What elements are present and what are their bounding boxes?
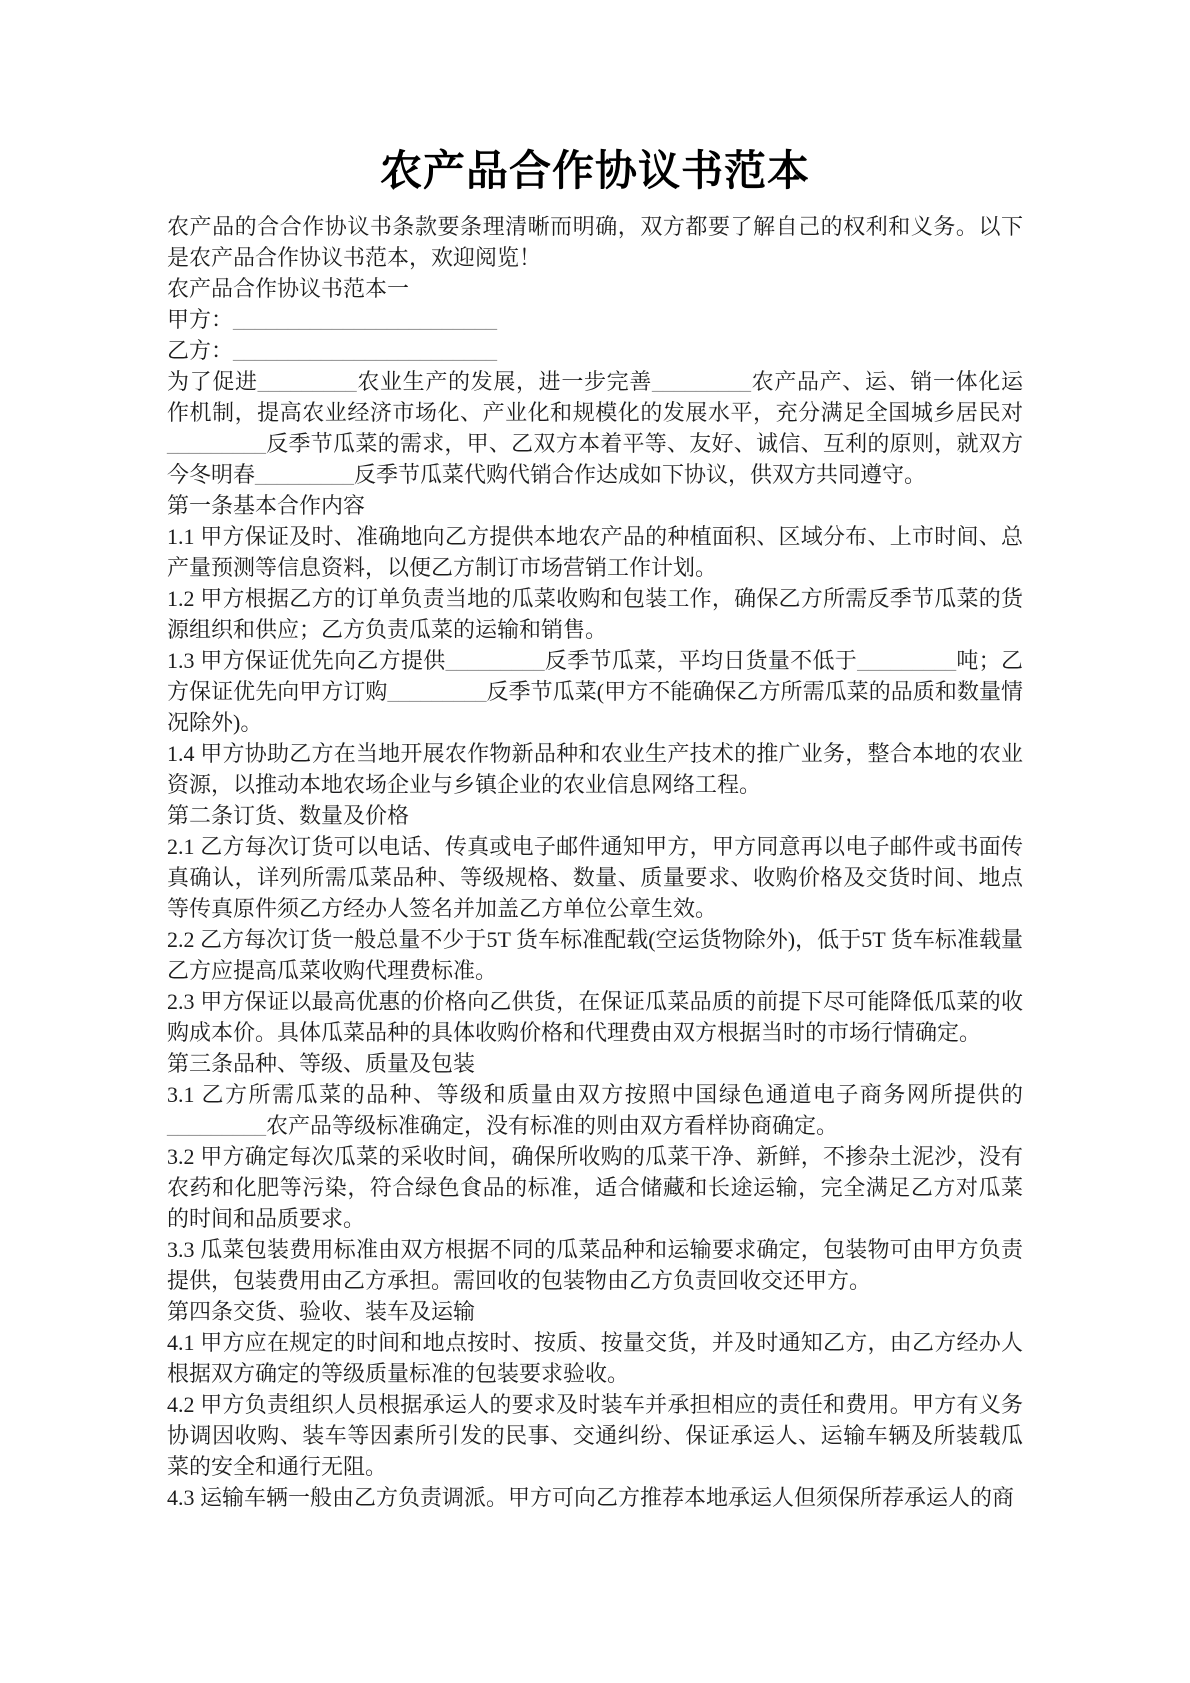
blank-underline: _________ <box>445 648 545 673</box>
party-field-line: 乙方：________________________ <box>167 338 498 363</box>
paragraph: 1.2 甲方根据乙方的订单负责当地的瓜菜收购和包装工作，确保乙方所需反季节瓜菜的货源组织和供应；乙方负责瓜菜的运输和销售。 <box>167 586 1023 642</box>
paragraph: 农产品的合合作协议书条款要条理清晰而明确，双方都要了解自己的权利和义务。以下是农产品合作协议书范本，欢迎阅览！ <box>167 214 1023 270</box>
blank-underline: _________ <box>255 462 355 487</box>
blank-underline: _________ <box>257 369 357 394</box>
paragraph: 4.1 甲方应在规定的时间和地点按时、按质、按量交货，并及时通知乙方，由乙方经办人根据双方确定的等级质量标准的包装要求验收。 <box>167 1330 1023 1386</box>
paragraph: 2.3 甲方保证以最高优惠的价格向乙供货，在保证瓜菜品质的前提下尽可能降低瓜菜的收购成本价。具体瓜菜品种的具体收购价格和代理费由双方根据当时的市场行情确定。 <box>167 989 1023 1045</box>
party-blank-underline: ________________________ <box>233 338 498 363</box>
paragraph: 3.1 乙方所需瓜菜的品种、等级和质量由双方按照中国绿色通道电子商务网所提供的_________农产品等级标准确定，没有标准的则由双方看样协商确定。 <box>167 1082 1023 1138</box>
blank-underline: _________ <box>167 431 266 456</box>
blank-underline: _________ <box>167 1113 266 1138</box>
clause-heading: 第三条品种、等级、质量及包装 <box>167 1051 476 1076</box>
paragraph: 3.2 甲方确定每次瓜菜的采收时间，确保所收购的瓜菜干净、新鲜，不掺杂土泥沙，没有农药和化肥等污染，符合绿色食品的标准，适合储藏和长途运输，完全满足乙方对瓜菜的时间和品质要求。 <box>167 1144 1023 1231</box>
party-field-line: 甲方：________________________ <box>167 307 498 332</box>
blank-underline: _________ <box>857 648 957 673</box>
paragraph: 1.3 甲方保证优先向乙方提供_________反季节瓜菜，平均日货量不低于_________吨；乙方保证优先向甲方订购_________反季节瓜菜(甲方不能确保乙方所需瓜菜的品质和数量情况除外)。 <box>167 648 1023 735</box>
party-blank-underline: ________________________ <box>233 307 498 332</box>
paragraph: 4.2 甲方负责组织人员根据承运人的要求及时装车并承担相应的责任和费用。甲方有义务协调因收购、装车等因素所引发的民事、交通纠纷、保证承运人、运输车辆及所装载瓜菜的安全和通行无阻。 <box>167 1392 1023 1479</box>
paragraph: 1.1 甲方保证及时、准确地向乙方提供本地农产品的种植面积、区域分布、上市时间、总产量预测等信息资料，以便乙方制订市场营销工作计划。 <box>167 524 1023 580</box>
blank-underline: _________ <box>387 679 487 704</box>
paragraph: 为了促进_________农业生产的发展，进一步完善_________农产品产、运、销一体化运作机制，提高农业经济市场化、产业化和规模化的发展水平，充分满足全国城乡居民对_________反季节瓜菜的需求，甲、乙双方本着平等、友好、诚信、互利的原则，就双方今冬明春_________反季节瓜菜代购代销合作达成如下协议，供双方共同遵守。 <box>167 369 1023 487</box>
paragraph: 农产品合作协议书范本一 <box>167 276 410 301</box>
paragraph: 3.3 瓜菜包装费用标准由双方根据不同的瓜菜品种和运输要求确定，包装物可由甲方负责提供，包装费用由乙方承担。需回收的包装物由乙方负责回收交还甲方。 <box>167 1237 1023 1293</box>
contract-document <box>167 146 1023 1513</box>
clause-heading: 第二条订货、数量及价格 <box>167 803 410 828</box>
paragraph: 4.3 运输车辆一般由乙方负责调派。甲方可向乙方推荐本地承运人但须保所荐承运人的商 <box>167 1485 1015 1510</box>
paragraph: 2.1 乙方每次订货可以电话、传真或电子邮件通知甲方，甲方同意再以电子邮件或书面传真确认，详列所需瓜菜品种、等级规格、数量、质量要求、收购价格及交货时间、地点等传真原件须乙方经办人签名并加盖乙方单位公章生效。 <box>167 834 1023 921</box>
clause-heading: 第四条交货、验收、装车及运输 <box>167 1299 476 1324</box>
clause-heading: 第一条基本合作内容 <box>167 493 366 518</box>
paragraph: 2.2 乙方每次订货一般总量不少于5T 货车标准配载(空运货物除外)，低于5T 货车标准载量乙方应提高瓜菜收购代理费标准。 <box>167 927 1023 983</box>
document-title: 农产品合作协议书范本 <box>379 149 810 195</box>
blank-underline: _________ <box>651 369 751 394</box>
paragraph: 1.4 甲方协助乙方在当地开展农作物新品种和农业生产技术的推广业务，整合本地的农业资源，以推动本地农场企业与乡镇企业的农业信息网络工程。 <box>167 741 1023 797</box>
document-body <box>167 211 1023 1513</box>
